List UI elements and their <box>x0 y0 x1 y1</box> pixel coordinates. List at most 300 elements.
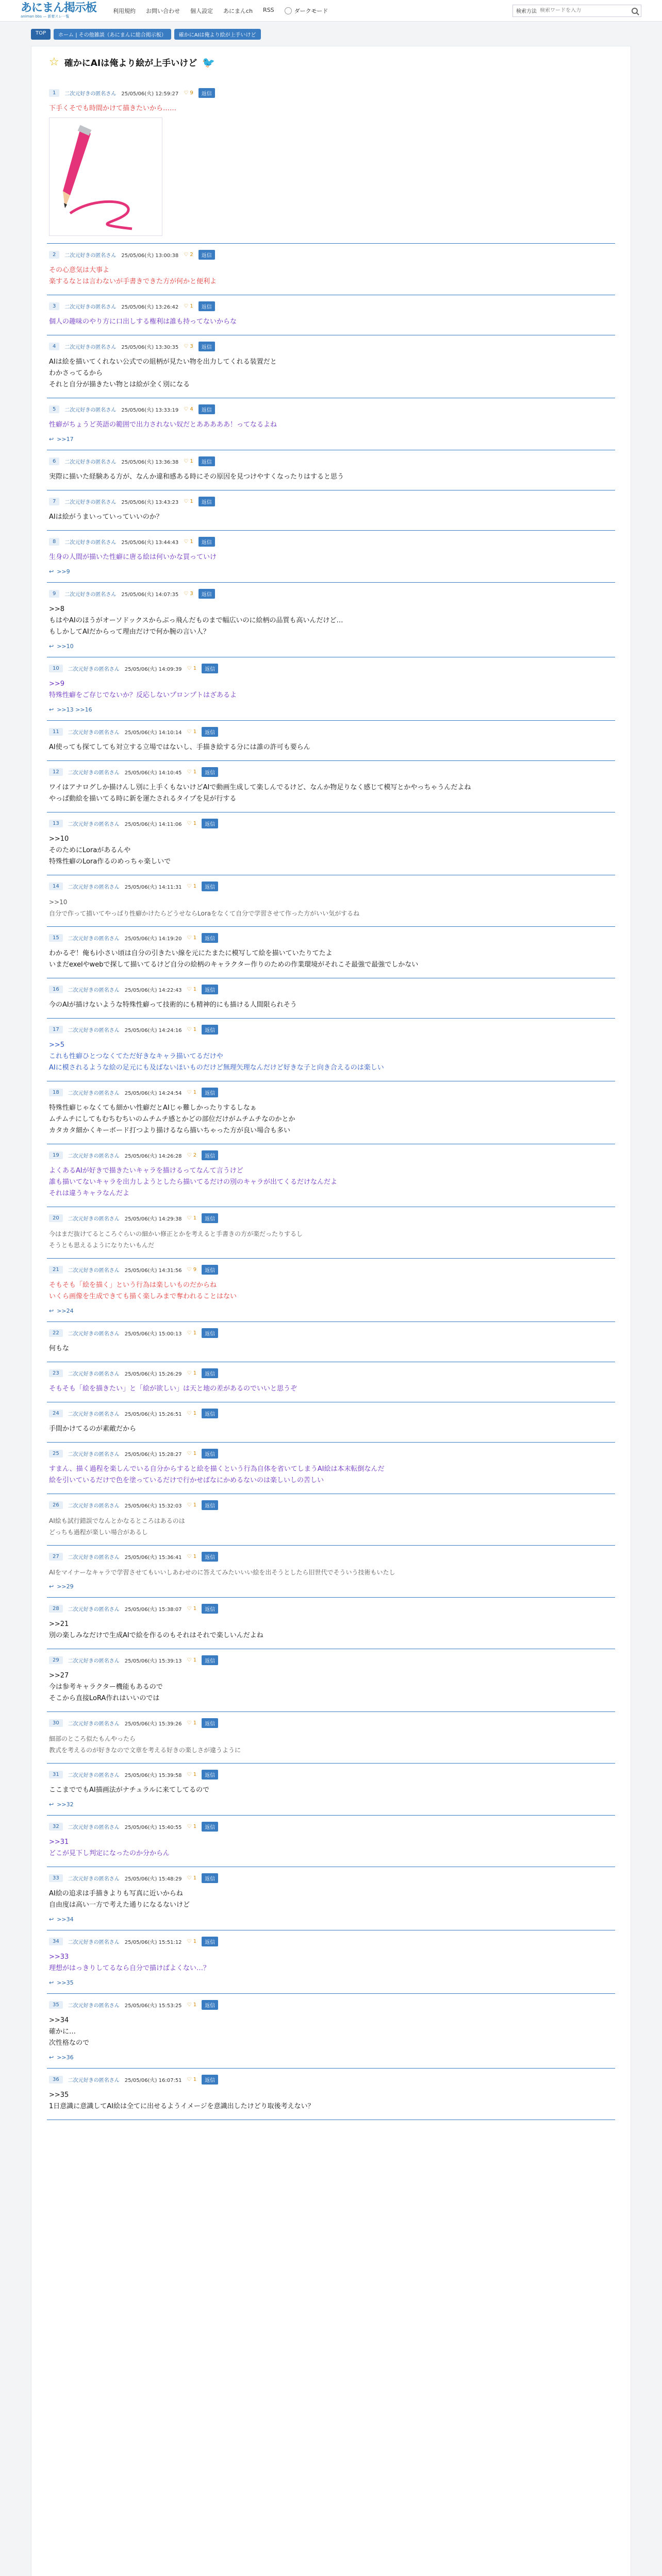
reply-button[interactable]: 返信 <box>202 1025 218 1035</box>
post-number[interactable]: 14 <box>49 883 63 890</box>
like-button[interactable]: ♡ 1 <box>187 1772 197 1777</box>
like-button[interactable]: ♡ 1 <box>187 1411 197 1416</box>
logo-text[interactable]: あにまん掲示板 <box>21 2 97 14</box>
post-image[interactable] <box>49 117 162 236</box>
like-count: 1 <box>193 1772 197 1777</box>
reply-links[interactable] <box>49 643 615 650</box>
site-header <box>0 0 662 22</box>
post-date: 25/05/06(火) 15:26:51 <box>124 1412 182 1417</box>
like-count: 3 <box>190 591 193 597</box>
post-meta <box>49 1328 615 1338</box>
post-author: 二次元好きの匿名さん <box>68 1555 120 1561</box>
reply-button[interactable]: 返信 <box>202 1449 218 1459</box>
post-author: 二次元好きの匿名さん <box>64 540 117 546</box>
post-author: 二次元好きの匿名さん <box>68 1658 120 1664</box>
like-button[interactable]: ♡ 1 <box>184 499 193 504</box>
reply-button[interactable]: 返信 <box>202 1500 218 1510</box>
post-number[interactable]: 9 <box>49 590 59 598</box>
post-body: 今はまだ抜けてるところぐらいの細かい修正とかを考えると手書きの方が楽だったりするし そうとも思えるようになりたいもんだ <box>49 1230 303 1249</box>
like-button[interactable]: ♡ 2 <box>184 252 193 258</box>
post-number[interactable]: 25 <box>49 1450 63 1458</box>
like-button[interactable]: ♡ 1 <box>187 1657 197 1663</box>
like-count: 1 <box>193 1939 197 1944</box>
reply-button[interactable]: 返信 <box>202 882 218 891</box>
post-author: 二次元好きの匿名さん <box>68 1452 120 1458</box>
reply-links[interactable] <box>49 1979 615 1986</box>
like-count: 1 <box>193 1215 197 1221</box>
post-body: AIをマイナーなキャラで学習させてもいいしあわせのに答えてみたいいい絵を出そうとしたら旧世代でそういう技術もいたし <box>49 1569 395 1576</box>
search-method-label[interactable]: 検索方法 <box>516 9 537 14</box>
like-count: 1 <box>193 729 197 735</box>
reply-button[interactable]: 返信 <box>198 497 215 506</box>
reply-button[interactable]: 返信 <box>202 1150 218 1160</box>
reply-button[interactable]: 返信 <box>202 1770 218 1780</box>
like-button[interactable]: ♡ 1 <box>184 459 193 464</box>
post-body: その心意気は大事よ 楽するなとは言わないが手書きできた方が何かと便利よ <box>49 266 217 285</box>
post-date: 25/05/06(火) 15:39:13 <box>124 1658 182 1664</box>
post-author: 二次元好きの匿名さん <box>68 936 120 942</box>
post <box>47 657 615 721</box>
post-body: >>21 別の楽しみなだけで生成AIで絵を作るのもそれはそれで楽しいんだよね <box>49 1620 263 1639</box>
reply-button[interactable]: 返信 <box>202 1604 218 1614</box>
reply-button[interactable]: 返信 <box>202 2000 218 2010</box>
like-button[interactable]: ♡ 1 <box>184 539 193 545</box>
like-count: 2 <box>193 1153 197 1158</box>
reply-button[interactable]: 返信 <box>202 1822 218 1832</box>
post-number[interactable]: 21 <box>49 1266 63 1274</box>
post-date: 25/05/06(火) 15:26:29 <box>124 1371 182 1377</box>
like-button[interactable]: ♡ 1 <box>187 1502 197 1508</box>
reply-anchor[interactable]: >>9 <box>57 568 70 575</box>
reply-anchor[interactable]: >>17 <box>57 436 74 443</box>
reply-arrow-icon: ↩ <box>49 436 54 443</box>
post-number[interactable]: 18 <box>49 1089 63 1096</box>
breadcrumb-top[interactable]: TOP <box>31 29 51 40</box>
like-count: 4 <box>190 406 193 412</box>
post-date: 25/05/06(火) 15:00:13 <box>124 1331 182 1337</box>
post-date: 25/05/06(火) 15:53:25 <box>124 2003 182 2009</box>
post-author: 二次元好きの匿名さん <box>68 1371 120 1377</box>
reply-arrow-icon: ↩ <box>49 1979 54 1986</box>
post-number[interactable]: 12 <box>49 768 63 776</box>
like-count: 1 <box>193 1027 197 1032</box>
thread-main <box>31 46 631 2576</box>
like-button[interactable]: ♡ 1 <box>187 1720 197 1726</box>
post-body: AIは絵を描いてくれない公式での組柄が見たい物を出力してくれる装置だと わかさってるから それと自分が描きたい物とは絵が全く別になる <box>49 358 277 388</box>
post <box>47 1443 615 1494</box>
reply-button[interactable]: 返信 <box>202 1328 218 1338</box>
reply-button[interactable]: 返信 <box>202 985 218 994</box>
post-meta <box>49 985 615 994</box>
post-meta <box>49 767 615 777</box>
like-count: 1 <box>193 769 197 775</box>
reply-button[interactable]: 返信 <box>198 88 215 98</box>
like-button[interactable]: ♡ 1 <box>187 1370 197 1376</box>
like-count: 1 <box>190 303 193 309</box>
like-button[interactable]: ♡ 1 <box>187 1027 197 1032</box>
site-logo[interactable] <box>21 3 96 19</box>
post-number[interactable]: 28 <box>49 1605 63 1613</box>
like-count: 1 <box>193 2077 197 2082</box>
post-meta <box>49 727 615 737</box>
nav-rss[interactable]: RSS <box>263 6 274 13</box>
post-number[interactable]: 31 <box>49 1771 63 1778</box>
reply-button[interactable]: 返信 <box>202 1088 218 1097</box>
post-date: 25/05/06(火) 14:26:28 <box>124 1154 182 1159</box>
post-date: 25/05/06(火) 14:22:43 <box>124 988 182 993</box>
reply-arrow-icon: ↩ <box>49 568 54 575</box>
nav-terms[interactable]: 利用規約 <box>113 7 136 14</box>
reply-arrow-icon: ↩ <box>49 2054 54 2061</box>
post-number[interactable]: 23 <box>49 1369 63 1377</box>
post-number[interactable]: 17 <box>49 1026 63 1033</box>
like-button[interactable]: ♡ 1 <box>187 1215 197 1221</box>
reply-links[interactable] <box>49 1801 615 1808</box>
reply-button[interactable]: 返信 <box>202 664 218 673</box>
like-button[interactable]: ♡ 1 <box>187 666 197 671</box>
reply-button[interactable]: 返信 <box>198 589 215 599</box>
post-date: 25/05/06(火) 13:33:19 <box>121 408 179 413</box>
like-button[interactable]: ♡ 1 <box>187 1939 197 1944</box>
post-meta <box>49 404 615 414</box>
like-button[interactable]: ♡ 1 <box>187 1330 197 1336</box>
reply-button[interactable]: 返信 <box>202 1655 218 1665</box>
post-author: 二次元好きの匿名さん <box>64 408 117 413</box>
post-date: 25/05/06(火) 14:10:45 <box>124 770 182 776</box>
like-button[interactable]: ♡ 1 <box>187 1090 197 1095</box>
post-author: 二次元好きの匿名さん <box>64 253 117 259</box>
like-count: 1 <box>193 1370 197 1376</box>
like-button[interactable]: ♡ 1 <box>187 1606 197 1612</box>
post-meta <box>49 537 615 547</box>
post <box>47 1546 615 1598</box>
like-button[interactable]: ♡ 1 <box>187 729 197 735</box>
post-body: 実際に描いた経験ある方が、なんか違和感ある時にその原因を見つけやすくなったりはすると思う <box>49 473 344 481</box>
reply-button[interactable]: 返信 <box>202 819 218 828</box>
reply-button[interactable]: 返信 <box>202 1718 218 1728</box>
post-author: 二次元好きの匿名さん <box>64 91 117 97</box>
like-button[interactable]: ♡ 2 <box>187 1153 197 1158</box>
post <box>47 1259 615 1322</box>
post-body: >>10 そのためにLoraがあるんや 特殊性癖のLora作るのめっちゃ楽しいで <box>49 835 171 866</box>
like-button[interactable]: ♡ 1 <box>187 769 197 775</box>
post-date: 25/05/06(火) 12:59:27 <box>121 91 179 97</box>
like-button[interactable]: ♡ 1 <box>187 1451 197 1456</box>
post-number[interactable]: 10 <box>49 665 63 672</box>
post-meta <box>49 1409 615 1418</box>
post-body: 個人の趣味のやり方に口出しする権利は誰も持ってないからな <box>49 318 237 326</box>
like-count: 1 <box>190 539 193 545</box>
post-number[interactable]: 29 <box>49 1656 63 1664</box>
like-button[interactable]: ♡ 1 <box>187 1554 197 1560</box>
post-list <box>47 82 615 2120</box>
post-number[interactable]: 7 <box>49 498 59 505</box>
like-button[interactable]: ♡ 1 <box>187 987 197 992</box>
like-button[interactable]: ♡ 3 <box>184 344 193 349</box>
like-button[interactable]: ♡ 1 <box>184 303 193 309</box>
reply-arrow-icon: ↩ <box>49 1801 54 1808</box>
post-number[interactable]: 34 <box>49 1938 63 1945</box>
post-body: 生身の人間が描いた性癖に唐る絵は何いかな買っていけ <box>49 553 217 561</box>
reply-anchor[interactable]: >>24 <box>57 1308 74 1314</box>
post-body: 細部のところ似たもんやったら 教式を考えるのが好きなので文章を考える好きの楽しさが違うように <box>49 1735 241 1754</box>
post-author: 二次元好きの匿名さん <box>68 1091 120 1096</box>
post-number[interactable]: 1 <box>49 89 59 97</box>
reply-button[interactable]: 返信 <box>202 1873 218 1883</box>
reply-arrow-icon: ↩ <box>49 643 54 650</box>
post-author: 二次元好きの匿名さん <box>68 1940 120 1945</box>
post-author: 二次元好きの匿名さん <box>68 2078 120 2083</box>
post-number[interactable]: 5 <box>49 405 59 413</box>
post-number[interactable]: 33 <box>49 1874 63 1882</box>
post-date: 25/05/06(火) 14:29:38 <box>124 1216 182 1222</box>
reply-button[interactable]: 返信 <box>202 1552 218 1562</box>
like-count: 1 <box>193 1606 197 1612</box>
post-number[interactable]: 32 <box>49 1823 63 1831</box>
post-date: 25/05/06(火) 15:38:07 <box>124 1607 182 1613</box>
toggle-icon[interactable] <box>285 7 292 14</box>
post-meta <box>49 342 615 351</box>
nav-settings[interactable]: 個人設定 <box>190 7 213 14</box>
post-body: よくあるAIが好きで描きたいキャラを描けるってなんて言うけど 誰も描いてないキャラを出力しようとしたら描いてるだけの別のキャラが出てくるだけなんだよ それは違うキャラなんだよ <box>49 1167 338 1197</box>
reply-button[interactable]: 返信 <box>202 1213 218 1223</box>
post <box>47 1402 615 1443</box>
like-button[interactable]: ♡ 1 <box>187 821 197 826</box>
post-number[interactable]: 27 <box>49 1553 63 1561</box>
post-number[interactable]: 15 <box>49 934 63 942</box>
like-button[interactable]: ♡ 4 <box>184 406 193 412</box>
post-body: AIは絵がうまいっていっていいのか？ <box>49 513 163 521</box>
post-author: 二次元好きの匿名さん <box>68 1825 120 1831</box>
post-meta <box>49 1025 615 1035</box>
reply-links[interactable] <box>49 1308 615 1314</box>
reply-links[interactable] <box>49 1583 615 1590</box>
like-button[interactable]: ♡ 9 <box>184 90 193 96</box>
post-meta <box>49 1213 615 1223</box>
like-button[interactable]: ♡ 9 <box>187 1267 197 1273</box>
post-number[interactable]: 3 <box>49 302 59 310</box>
post <box>47 2069 615 2120</box>
reply-links[interactable] <box>49 436 615 443</box>
post-number[interactable]: 4 <box>49 343 59 350</box>
post-number[interactable]: 35 <box>49 2001 63 2009</box>
post-body: 特殊性癖じゃなくても細かい性癖だとAIじゃ難しかったりするしなぁ ムチムチにしてもむちむちいのムチムチ感とかどの部位だけがムチムチなのかとか カタカタ細かくキーボード打つより描けるなら描いちゃった方が良い場合も多い <box>49 1104 295 1134</box>
post-author: 二次元好きの匿名さん <box>64 304 117 310</box>
post-body: そもそも「絵を描きたい」と「絵が欲しい」は天と地の差があるのでいいと思うぞ <box>49 1385 297 1393</box>
post-date: 25/05/06(火) 13:26:42 <box>121 304 179 310</box>
reply-button[interactable]: 返信 <box>202 767 218 777</box>
breadcrumb <box>0 22 662 40</box>
post-date: 25/05/06(火) 14:31:56 <box>124 1268 182 1274</box>
post-body: ここまででもAI描画法がナチュラルに来てしてるので <box>49 1786 209 1794</box>
post-meta <box>49 1500 615 1510</box>
thread-title: 確かにAIは俺より絵が上手いけど <box>64 58 197 69</box>
like-count: 1 <box>193 2002 197 2008</box>
like-button[interactable]: ♡ 1 <box>187 935 197 941</box>
post-author: 二次元好きの匿名さん <box>68 1268 120 1274</box>
post-number[interactable]: 8 <box>49 538 59 546</box>
post-body: >>9 特殊性癖をご存じでないか？反応しないプロンプトはざあるよ <box>49 680 237 699</box>
nav-contact[interactable]: お問い合わせ <box>146 7 180 14</box>
post <box>47 398 615 450</box>
nav-animanch[interactable]: あにまんch <box>223 7 253 14</box>
post-date: 25/05/06(火) 16:07:51 <box>124 2078 182 2083</box>
post-number[interactable]: 30 <box>49 1719 63 1727</box>
post-meta <box>49 1822 615 1832</box>
post-date: 25/05/06(火) 14:11:31 <box>124 885 182 890</box>
post-meta <box>49 2075 615 2084</box>
reply-button[interactable]: 返信 <box>198 342 215 351</box>
post-date: 25/05/06(火) 15:39:26 <box>124 1721 182 1727</box>
post-number[interactable]: 11 <box>49 728 63 736</box>
post-author: 二次元好きの匿名さん <box>68 770 120 776</box>
pencil-icon <box>49 118 162 235</box>
post <box>47 1816 615 1867</box>
post <box>47 531 615 583</box>
post <box>47 812 615 875</box>
like-count: 1 <box>193 1411 197 1416</box>
reply-button[interactable]: 返信 <box>202 2075 218 2084</box>
like-count: 1 <box>193 1720 197 1726</box>
post <box>47 1494 615 1546</box>
post-number[interactable]: 36 <box>49 2076 63 2083</box>
post-number[interactable]: 19 <box>49 1151 63 1159</box>
twitter-icon[interactable]: 🐦 <box>202 56 216 69</box>
search-icon[interactable] <box>632 8 638 14</box>
post-number[interactable]: 13 <box>49 820 63 827</box>
post-meta <box>49 301 615 311</box>
reply-links[interactable] <box>49 706 615 713</box>
post-author: 二次元好きの匿名さん <box>64 500 117 505</box>
reply-anchor[interactable]: >>36 <box>57 2054 74 2061</box>
like-count: 2 <box>190 252 193 258</box>
post-number[interactable]: 20 <box>49 1214 63 1222</box>
reply-button[interactable]: 返信 <box>198 404 215 414</box>
post-author: 二次元好きの匿名さん <box>68 1607 120 1613</box>
reply-links[interactable] <box>49 2054 615 2061</box>
like-button[interactable]: ♡ 1 <box>187 1875 197 1881</box>
reply-button[interactable]: 返信 <box>198 250 215 260</box>
post-meta <box>49 1937 615 1946</box>
search-input[interactable] <box>540 8 628 13</box>
like-count: 1 <box>193 666 197 671</box>
post-body: >>8 もはやAIのほうがオーソドックスからぶっ飛んだものまで幅広いのに絵柄の品質も高いんだけど… もしかしてAIだからって理由だけで何か腕の言い人？ <box>49 605 343 636</box>
post-date: 25/05/06(火) 14:09:39 <box>124 667 182 672</box>
post <box>47 335 615 398</box>
post <box>47 1081 615 1144</box>
post-date: 25/05/06(火) 15:32:03 <box>124 1503 182 1509</box>
post-meta <box>49 1449 615 1459</box>
like-button[interactable]: ♡ 1 <box>187 2002 197 2008</box>
post-date: 25/05/06(火) 15:40:55 <box>124 1825 182 1831</box>
post-author: 二次元好きの匿名さん <box>68 1028 120 1033</box>
post-author: 二次元好きの匿名さん <box>68 988 120 993</box>
post-number[interactable]: 2 <box>49 251 59 259</box>
post-meta <box>49 819 615 828</box>
reply-anchor[interactable]: >>35 <box>57 1979 74 1986</box>
reply-button[interactable]: 返信 <box>202 1937 218 1946</box>
post-meta <box>49 2000 615 2010</box>
post <box>47 721 615 761</box>
post-body: 今のAIが描けないような特殊性癖って技術的にも精神的にも描ける人間限られそう <box>49 1001 297 1009</box>
like-button[interactable]: ♡ 3 <box>184 591 193 597</box>
post-body: 何もな <box>49 1345 70 1352</box>
reply-button[interactable]: 返信 <box>198 456 215 466</box>
reply-button[interactable]: 返信 <box>202 1409 218 1418</box>
post-date: 25/05/06(火) 15:39:58 <box>124 1773 182 1778</box>
post-meta <box>49 1265 615 1275</box>
dark-mode-toggle[interactable] <box>285 7 328 15</box>
post <box>47 1649 615 1712</box>
reply-button[interactable]: 返信 <box>202 1368 218 1378</box>
post-number[interactable]: 22 <box>49 1329 63 1337</box>
like-count: 1 <box>193 1875 197 1881</box>
breadcrumb-category[interactable]: ホーム | その他雑談（あにまんに総合掲示板） <box>54 29 171 40</box>
reply-anchor[interactable]: >>10 <box>57 643 74 650</box>
post <box>47 1764 615 1816</box>
star-icon[interactable]: ☆ <box>49 56 59 69</box>
reply-anchor[interactable]: >>29 <box>57 1583 74 1590</box>
post-date: 25/05/06(火) 15:36:41 <box>124 1555 182 1561</box>
post-author: 二次元好きの匿名さん <box>68 730 120 736</box>
post-date: 25/05/06(火) 13:00:38 <box>121 253 179 259</box>
like-count: 1 <box>193 1657 197 1663</box>
post-meta <box>49 456 615 466</box>
post-author: 二次元好きの匿名さん <box>68 885 120 890</box>
post-number[interactable]: 26 <box>49 1501 63 1509</box>
reply-anchor[interactable]: >>13 >>16 <box>57 706 92 713</box>
reply-button[interactable]: 返信 <box>202 933 218 943</box>
reply-links[interactable] <box>49 1916 615 1923</box>
post <box>47 875 615 927</box>
post <box>47 1207 615 1259</box>
like-count: 1 <box>193 1502 197 1508</box>
like-button[interactable]: ♡ 1 <box>187 1824 197 1829</box>
like-button[interactable]: ♡ 1 <box>187 884 197 889</box>
reply-anchor[interactable]: >>34 <box>57 1916 74 1923</box>
thread-header <box>47 53 615 82</box>
reply-button[interactable]: 返信 <box>202 1265 218 1275</box>
post <box>47 450 615 490</box>
reply-links[interactable] <box>49 568 615 575</box>
post-body: >>34 確かに… 次性格なので <box>49 2016 90 2047</box>
post-body: >>31 どこが見下し判定になったのか分からん <box>49 1838 170 1857</box>
post-body: 手間かけてるのが素敵だから <box>49 1425 137 1433</box>
like-count: 9 <box>193 1267 197 1273</box>
reply-anchor[interactable]: >>32 <box>57 1801 74 1808</box>
post <box>47 244 615 295</box>
search-box <box>512 5 641 17</box>
post-date: 25/05/06(火) 14:19:20 <box>124 936 182 942</box>
breadcrumb-thread[interactable]: 確かにAIは俺より絵が上手いけど <box>174 29 261 40</box>
post-number[interactable]: 24 <box>49 1410 63 1417</box>
reply-button[interactable]: 返信 <box>202 727 218 737</box>
post-body: >>27 今は参考キャラクター機能もあるので そこから直接LoRA作れはいいのでは <box>49 1672 163 1702</box>
post-number[interactable]: 16 <box>49 986 63 993</box>
post <box>47 1598 615 1649</box>
post-author: 二次元好きの匿名さん <box>68 667 120 672</box>
post-meta <box>49 1552 615 1562</box>
post-date: 25/05/06(火) 14:24:16 <box>124 1028 182 1033</box>
post <box>47 1867 615 1930</box>
post-date: 25/05/06(火) 14:07:35 <box>121 592 179 598</box>
reply-button[interactable]: 返信 <box>198 301 215 311</box>
like-button[interactable]: ♡ 1 <box>187 2077 197 2082</box>
reply-button[interactable]: 返信 <box>198 537 215 547</box>
post <box>47 761 615 812</box>
post-number[interactable]: 6 <box>49 457 59 465</box>
post-author: 二次元好きの匿名さん <box>68 1721 120 1727</box>
